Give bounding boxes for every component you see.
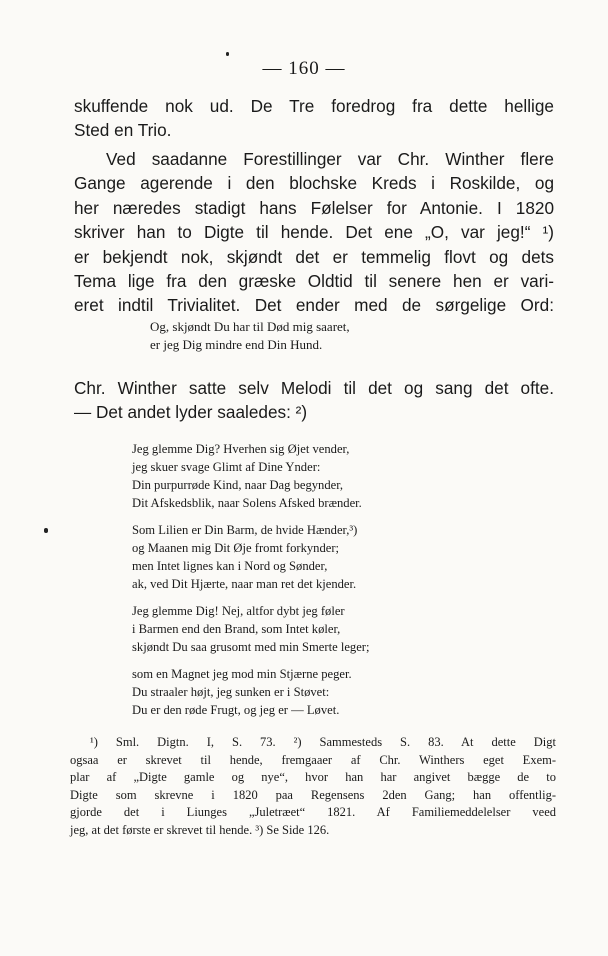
text-line: Chr. Winther satte selv Melodi til det og sang det ofte. <box>74 378 554 398</box>
poem-stanza-3 <box>132 602 370 656</box>
verse-line: Din purpurrøde Kind, naar Dag begynder, <box>132 478 344 492</box>
quote-verse <box>150 318 350 354</box>
text-line: — Det andet lyder saaledes: ²) <box>74 402 308 423</box>
text-line: her næredes stadigt hans Følelser for Antonie. I 1820 <box>74 197 554 218</box>
poem-stanza-4 <box>132 665 352 719</box>
verse-line: Jeg glemme Dig? Hverhen sig Øjet vender, <box>132 442 350 456</box>
verse-line: Dit Afskedsblik, naar Solens Afsked brænder. <box>132 496 362 510</box>
footnote-line: Digte som skrevne i 1820 paa Regensens 2den Gang; han offentlig- <box>70 787 556 802</box>
text-line: er bekjendt nok, skjøndt det er temmelig flovt og dets <box>74 246 554 267</box>
verse-line: Jeg glemme Dig! Nej, altfor dybt jeg føler <box>132 604 345 618</box>
verse-line: men Intet lignes kan i Nord og Sønder, <box>132 559 328 573</box>
text-line: skuffende nok ud. De Tre foredrog fra dette hellige <box>74 96 554 116</box>
poem-stanza-1 <box>132 440 362 512</box>
ink-speck <box>44 528 48 533</box>
text-line: Sted en Trio. <box>74 120 172 141</box>
verse-line: ak, ved Dit Hjærte, naar man ret det kjender. <box>132 577 357 591</box>
verse-line: og Maanen mig Dit Øje fromt forkynder; <box>132 541 340 555</box>
text-line: Tema lige fra den græske Oldtid til senere hen er vari- <box>74 271 554 292</box>
verse-line: er jeg Dig mindre end Din Hund. <box>150 337 323 352</box>
verse-line: Du er den røde Frugt, og jeg er — Løvet. <box>132 703 340 717</box>
verse-line: Som Lilien er Din Barm, de hvide Hænder,³) <box>132 523 358 537</box>
verse-line: som en Magnet jeg mod min Stjærne peger. <box>132 667 352 681</box>
text-line: Gange agerende i den blochske Kreds i Roskilde, og <box>74 173 554 194</box>
verse-line: jeg skuer svage Glimt af Dine Ynder: <box>132 460 321 474</box>
text-line: eret indtil Trivialitet. Det ender med de sørgelige Ord: <box>74 295 554 316</box>
verse-line: skjøndt Du saa grusomt med min Smerte leger; <box>132 640 370 654</box>
verse-line: Og, skjøndt Du har til Død mig saaret, <box>150 319 350 334</box>
poem-stanza-2 <box>132 521 357 593</box>
footnote-line: jeg, at det første er skrevet til hende. ³) Se Side 126. <box>70 822 330 837</box>
footnote-line: plar af „Digte gamle og nye“, hvor han har angivet bægge de to <box>70 770 556 785</box>
footnote-line: ¹) Sml. Digtn. I, S. 73. ²) Sammesteds S. 83. At dette Digt <box>90 735 556 749</box>
footnotes <box>70 734 556 840</box>
footnote-line: gjorde det i Liunges „Juletræet“ 1821. Af Familiemeddelelser veed <box>70 805 556 820</box>
verse-line: i Barmen end den Brand, som Intet køler, <box>132 622 341 636</box>
paragraph-1 <box>74 94 554 143</box>
text-line: skriver han to Digte til hende. Det ene „O, var jeg!“ ¹) <box>74 222 554 243</box>
paragraph-2 <box>74 147 554 318</box>
page-number: — 160 — <box>262 58 346 79</box>
paragraph-3 <box>74 376 554 425</box>
footnote-line: ogsaa er skrevet til hende, fremgaaer af Chr. Winthers eget Exem- <box>70 752 556 767</box>
ink-speck <box>226 52 229 56</box>
text-line: Ved saadanne Forestillinger var Chr. Winther flere <box>106 149 554 169</box>
verse-line: Du straaler højt, jeg sunken er i Støvet: <box>132 685 330 699</box>
